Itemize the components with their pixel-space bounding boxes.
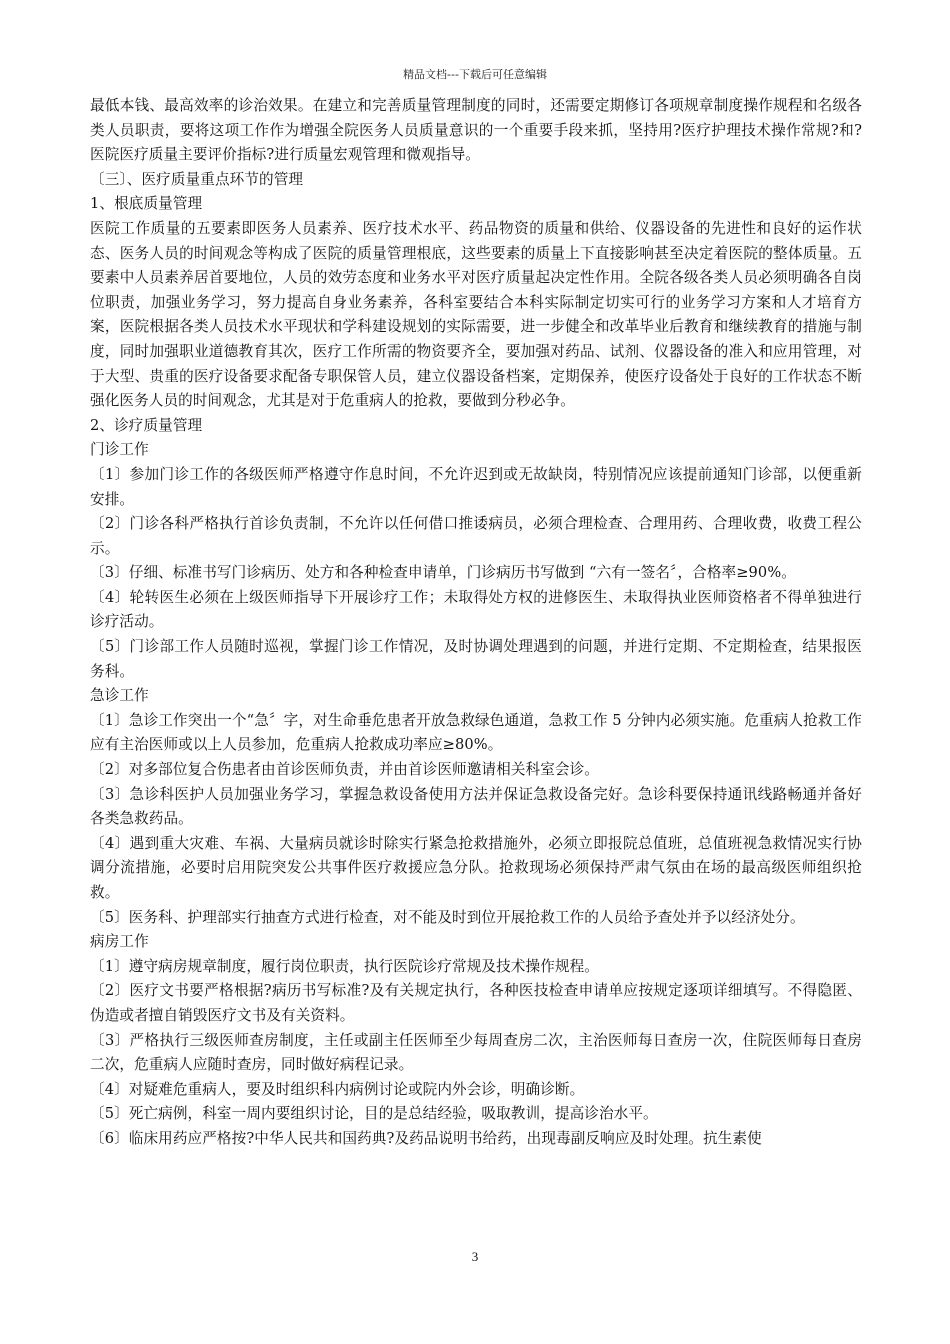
subsection-heading: 2、诊疗质量管理 [90,416,203,434]
list-item: 〔3〕仔细、标准书写门诊病历、处方和各种检查申请单，门诊病历书写做到 “六有一签名〞，合格率≥90%。 [90,564,796,582]
list-item: 〔4〕轮转医生必须在上级医师指导下开展诊疗工作；未取得处方权的进修医生、未取得执业医师资格者不得单独进行诊疗活动。 [90,588,862,631]
topic-heading: 门诊工作 [90,441,149,459]
page-number: 3 [471,1249,479,1264]
section-heading: 〔三〕、医疗质量重点环节的管理 [90,170,304,188]
list-item: 〔2〕对多部位复合伤患者由首诊医师负责，并由首诊医师邀请相关科室会诊。 [90,761,599,779]
list-item: 〔1〕遵守病房规章制度，履行岗位职责，执行医院诊疗常规及技术操作规程。 [90,957,599,975]
list-item: 〔5〕死亡病例，科室一周内要组织讨论，目的是总结经验，吸取教训，提高诊治水平。 [90,1105,658,1123]
page-header: 精品文档---下载后可任意编辑 [403,68,547,81]
paragraph: 医院工作质量的五要素即医务人员素养、医疗技术水平、药品物资的质量和供给、仪器设备的先进性和良好的运作状态、医务人员的时间观念等构成了医院的质量管理根底，这些要素的质量上下直接影响甚至决定着医院的整体质量。五要素中人员素养居首要地位，人员的效劳态度和业务水平对医疗质量起决定性作用。全院各级各类人员必须明确各自岗位职责，加强业务学习，努力提高自身业务素养，各科室要结合本科实际制定切实可行的业务学习方案和人才培育方案，医院根据各类人员技术水平现状和学科建设规划的实际需要，进一步健全和改革毕业后教育和继续教育的措施与制度，同时加强职业道德教育其次，医疗工作所需的物资要齐全，要加强对药品、试剂、仪器设备的准入和应用管理，对于大型、贵重的医疗设备要求配备专职保管人员，建立仪器设备档案，定期保养，使医疗设备处于良好的工作状态不断强化医务人员的时间观念，尤其是对于危重病人的抢救，要做到分秒必争。 [90,219,862,410]
list-item: 〔5〕门诊部工作人员随时巡视，掌握门诊工作情况，及时协调处理遇到的问题，并进行定期、不定期检查，结果报医务科。 [90,638,862,680]
list-item: 〔3〕急诊科医护人员加强业务学习，掌握急救设备使用方法并保证急救设备完好。急诊科要保持通讯线路畅通并备好各类急救药品。 [90,785,862,828]
topic-heading: 急诊工作 [90,687,149,705]
topic-heading: 病房工作 [90,933,149,951]
list-item: 〔2〕医疗文书要严格根据?病历书写标准?及有关规定执行，各种医技检查申请单应按规定逐项详细填写。不得隐匿、伪造或者擅自销毁医疗文书及有关资料。 [90,982,862,1024]
list-item: 〔1〕急诊工作突出一个“急〞字，对生命垂危患者开放急救绿色通道，急救工作 5 分钟内必须实施。危重病人抢救工作应有主治医师或以上人员参加，危重病人抢救成功率应≥80%。 [90,711,862,754]
list-item: 〔3〕严格执行三级医师查房制度，主任或副主任医师至少每周查房二次，主治医师每日查房一次，住院医师每日查房二次，危重病人应随时查房，同时做好病程记录。 [90,1031,862,1074]
list-item: 〔4〕对疑难危重病人，要及时组织科内病例讨论或院内外会诊，明确诊断。 [90,1080,585,1098]
list-item: 〔1〕参加门诊工作的各级医师严格遵守作息时间，不允许迟到或无故缺岗，特别情况应该提前通知门诊部，以便重新安排。 [90,465,862,508]
paragraph: 最低本钱、最高效率的诊治效果。在建立和完善质量管理制度的同时，还需要定期修订各项规章制度操作规程和名级各类人员职责，要将这项工作作为增强全院医务人员质量意识的一个重要手段来抓，坚持用?医疗护理技术操作常规?和?医院医疗质量主要评价指标?进行质量宏观管理和微观指导。 [90,97,862,164]
list-item: 〔6〕临床用药应严格按?中华人民共和国药典?及药品说明书给药，出现毒副反响应及时处理。抗生素使 [90,1129,762,1147]
list-item: 〔2〕门诊各科严格执行首诊负责制，不允许以任何借口推诿病员，必须合理检查、合理用药、合理收费，收费工程公示。 [90,515,862,557]
list-item: 〔4〕遇到重大灾难、车祸、大量病员就诊时除实行紧急抢救措施外，必须立即报院总值班，总值班视急救情况实行协调分流措施，必要时启用院突发公共事件医疗救援应急分队。抢救现场必须保持严肃气氛由在场的最高级医师组织抢救。 [90,834,862,901]
list-item: 〔5〕医务科、护理部实行抽查方式进行检查，对不能及时到位开展抢救工作的人员给予查处并予以经济处分。 [90,908,805,926]
subsection-heading: 1、根底质量管理 [90,195,203,213]
document-body [90,94,862,1152]
